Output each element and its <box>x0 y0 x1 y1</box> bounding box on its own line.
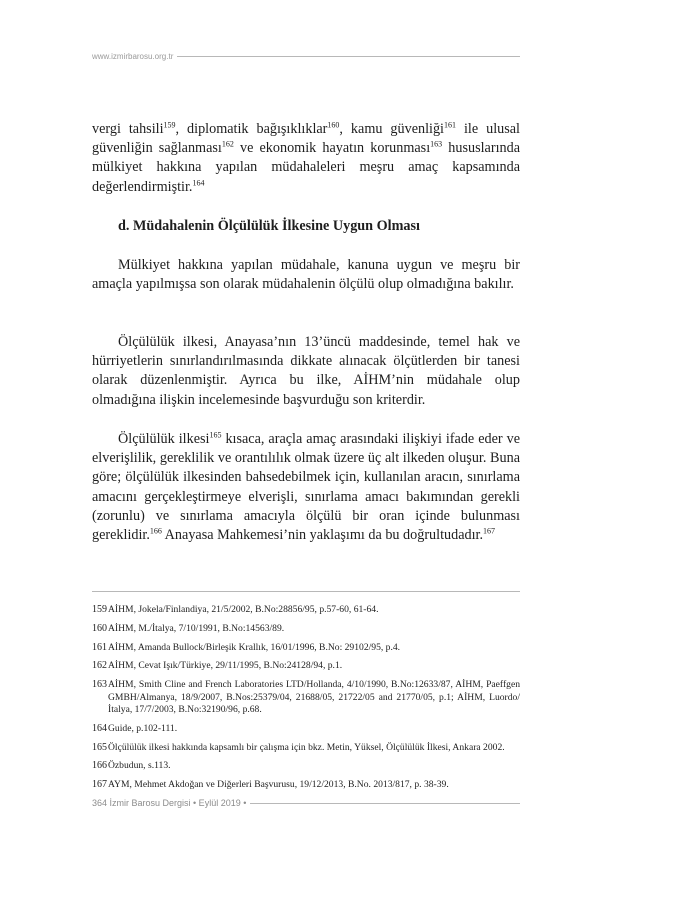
footnote-text: Guide, p.102-111. <box>108 722 178 734</box>
section-heading: d. Müdahalenin Ölçülülük İlkesine Uygun Olması <box>118 218 420 234</box>
footnote-text: AİHM, Smith Cline and French Laboratories LTD/Hollanda, 4/10/1990, B.No:12633/87, AİHM, Paeffgen GMBH/Almanya, 18/9/2007, B.Nos:25379/04, 21688/05, 21722/05 and 21770/05, p.1; AİHM, Luordo/İtalya, 17/7/2003, B.No:32190/96, p.68. <box>108 679 520 715</box>
footnote-165 <box>92 742 520 754</box>
footnote-ref-167[interactable]: 167 <box>483 526 496 536</box>
footnote-list <box>92 604 520 798</box>
footnote-ref-166[interactable]: 166 <box>149 526 162 536</box>
footnote-separator <box>92 591 520 592</box>
footnote-text: AİHM, M./İtalya, 7/10/1991, B.No:14563/89. <box>108 622 285 634</box>
header-url: www.izmirbarosu.org.tr <box>92 52 174 61</box>
p1-text-c: , kamu güvenliği <box>339 121 444 137</box>
footnote-ref-162[interactable]: 162 <box>221 139 234 149</box>
page-header <box>92 52 520 61</box>
footnote-text: AİHM, Cevat Işık/Türkiye, 29/11/1995, B.No:24128/94, p.1. <box>108 660 343 672</box>
footnote-160 <box>92 623 520 635</box>
p1-text-b: , diplomatik bağışıklıklar <box>175 121 328 137</box>
paragraph-1 <box>92 120 520 197</box>
footnote-number: 161 <box>92 641 107 653</box>
footnote-166 <box>92 760 520 772</box>
footnote-number: 162 <box>92 660 107 672</box>
p1-text-a: vergi tahsili <box>92 121 164 137</box>
footnote-number: 160 <box>92 622 107 634</box>
footer-text: 364 İzmir Barosu Dergisi • Eylül 2019 • <box>92 798 247 808</box>
p1-text-f: hususlarında mülkiyet hakkına yapılan müdahaleleri meşru amaç kapsamında değerlendirmiştir. <box>92 140 520 195</box>
p1-text-e: ve ekonomik hayatın korunması <box>233 140 431 157</box>
footnote-ref-160[interactable]: 160 <box>327 120 340 130</box>
footnote-text: Ölçülülük ilkesi hakkında kapsamlı bir çalışma için bkz. Metin, Yüksel, Ölçülülük İlkesi, Ankara 2002. <box>108 741 505 753</box>
footnote-ref-165[interactable]: 165 <box>209 430 222 440</box>
p4-text-b: kısaca, araçla amaç arasındaki ilişkiyi ifade eder ve elverişlilik, gereklilik ve orantılılık olmak üzere üç alt ilkeden oluşur. Buna göre; ölçülülük ilkesinden bahsedebilmek için, kullanılan aracın, sınırlama amacını gerçekleştirmeye elverişli, sınırlama amacı bakımından gerekli (zorunlu) ve sınırlama amacıyla ölçülü bir oran içinde bulunması gereklidir. <box>92 431 520 544</box>
footnote-ref-159[interactable]: 159 <box>163 120 176 130</box>
footnote-number: 165 <box>92 741 107 753</box>
footnote-167 <box>92 779 520 791</box>
header-rule <box>177 56 520 57</box>
footnote-text: AİHM, Amanda Bullock/Birleşik Krallık, 16/01/1996, B.No: 29102/95, p.4. <box>108 641 401 653</box>
footnote-text: AİHM, Jokela/Finlandiya, 21/5/2002, B.No:28856/95, p.57-60, 61-64. <box>108 604 379 615</box>
footnote-ref-164[interactable]: 164 <box>192 177 205 187</box>
footnote-text: Özbudun, s.113. <box>108 760 171 772</box>
p4-text-c: Anayasa Mahkemesi’nin yaklaşımı da bu doğrultudadır. <box>161 527 484 544</box>
footnote-159 <box>92 604 520 616</box>
p4-text-a: Ölçülülük ilkesi <box>118 431 210 447</box>
footnote-ref-161[interactable]: 161 <box>444 120 456 130</box>
footnote-number: 167 <box>92 779 107 791</box>
footnote-number: 164 <box>92 722 107 734</box>
paragraph-2: Mülkiyet hakkına yapılan müdahale, kanuna uygun ve meşru bir amaçla yapılmışsa son olarak müdahalenin ölçülü olup olmadığına bakılır. <box>92 257 520 293</box>
footnote-162 <box>92 660 520 672</box>
page-footer <box>92 798 520 808</box>
footnote-163 <box>92 679 520 716</box>
footnote-number: 166 <box>92 760 107 772</box>
footnote-number: 159 <box>92 604 107 615</box>
paragraph-4 <box>92 430 520 545</box>
footnote-161 <box>92 642 520 654</box>
footer-rule <box>250 803 520 804</box>
footnote-164 <box>92 723 520 735</box>
footnote-ref-163[interactable]: 163 <box>430 139 443 149</box>
p1-text-d: ile ulusal güvenliğin sağlanması <box>92 121 520 157</box>
paragraph-3: Ölçülülük ilkesi, Anayasa’nın 13’üncü maddesinde, temel hak ve hürriyetlerin sınırlandırılmasında dikkate alınacak ölçütlerden bir tanesi olarak düzenlenmiştir. Ayrıca bu ilke, AİHM’nin müdahale olup olmadığına ilişkin incelemesinde başvurduğu son kriterdir. <box>92 334 520 408</box>
footnote-number: 163 <box>92 679 107 691</box>
footnote-text: AYM, Mehmet Akdoğan ve Diğerleri Başvurusu, 19/12/2013, B.No. 2013/817, p. 38-39. <box>108 779 449 791</box>
